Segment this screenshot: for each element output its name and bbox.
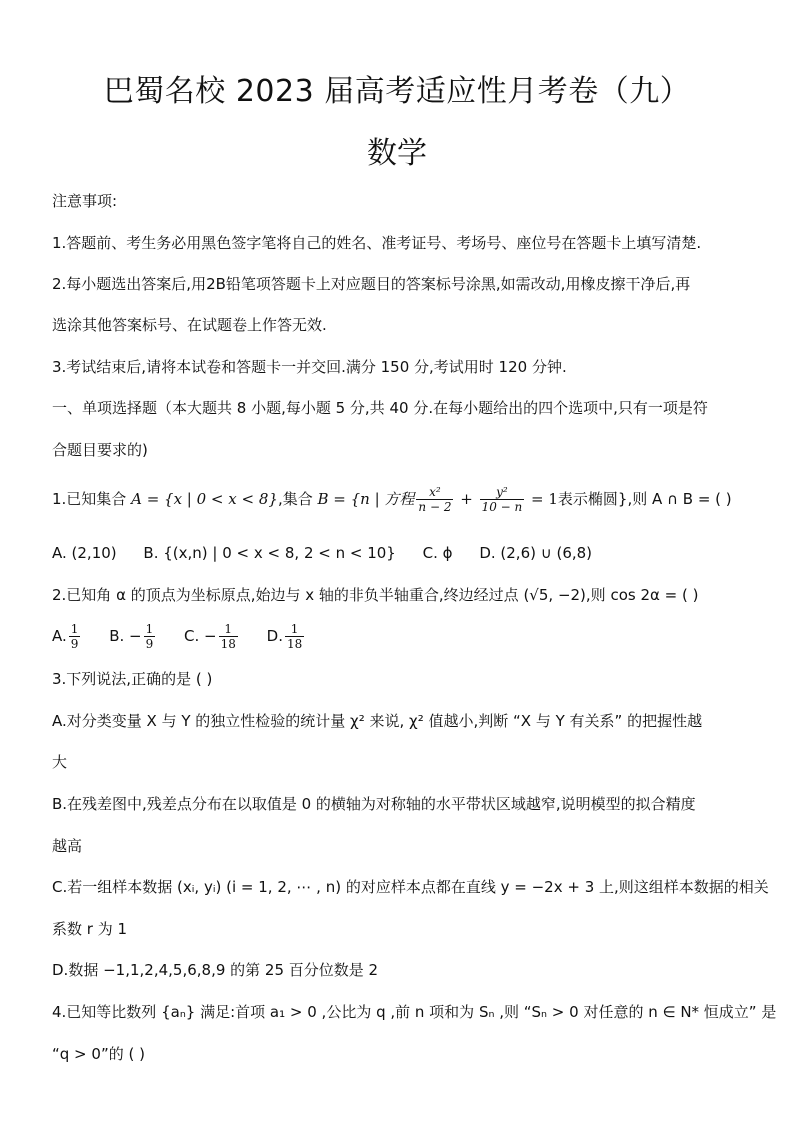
- q2-option-b-denominator: 9: [145, 637, 154, 651]
- q1-prefix: 1.已知集合: [52, 490, 132, 508]
- q1-option-c[interactable]: C. ϕ: [422, 544, 453, 562]
- q2-option-d-label: D.: [266, 627, 283, 645]
- q3-option-a-line-2: 大: [52, 753, 68, 771]
- q2-option-d-denominator: 18: [286, 637, 303, 651]
- q2-option-a-label: A.: [52, 627, 67, 645]
- question-2-options: [52, 620, 754, 652]
- exam-subject: 数学: [367, 136, 427, 171]
- q1-set-b-start: B = {n | 方程: [317, 490, 415, 508]
- q2-option-b-fraction: [144, 622, 156, 651]
- question-2-stem: 2.已知角 α 的顶点为坐标原点,始边与 x 轴的非负半轴重合,终边经过点 (√5, −2),则 cos 2α = ( ): [52, 586, 699, 604]
- q1-set-b-end: 表示椭圆},则 A ∩ B = ( ): [557, 490, 732, 508]
- q2-option-d-numerator: 1: [285, 622, 304, 637]
- question-1-options: [52, 543, 754, 563]
- section-1-heading-line-1: 一、单项选择题（本大题共 8 小题,每小题 5 分,共 40 分.在每小题给出的四个选项中,只有一项是符: [52, 399, 708, 417]
- notice-item-1: 1.答题前、考生务必用黑色签字笔将自己的姓名、准考证号、考场号、座位号在答题卡上填写清楚.: [52, 234, 702, 252]
- q2-option-c-label: C. −: [184, 627, 217, 645]
- question-4-line-2: “q > 0”的 ( ): [52, 1045, 145, 1063]
- question-4-line-1: 4.已知等比数列 {aₙ} 满足:首项 a₁ > 0 ,公比为 q ,前 n 项和为 Sₙ ,则 “Sₙ > 0 对任意的 n ∈ N* 恒成立” 是: [52, 1003, 777, 1021]
- q2-option-c[interactable]: [184, 620, 240, 652]
- question-1-stem: [52, 483, 754, 515]
- q1-frac2-numerator: y²: [480, 485, 525, 500]
- q3-option-d: D.数据 −1,1,2,4,5,6,8,9 的第 25 百分位数是 2: [52, 961, 379, 979]
- q2-option-a-denominator: 9: [70, 637, 79, 651]
- q1-option-b[interactable]: B. {(x,n) | 0 < x < 8, 2 < n < 10}: [143, 544, 396, 562]
- q3-option-c-line-1: C.若一组样本数据 (xᵢ, yᵢ) (i = 1, 2, ⋯ , n) 的对应样本点都在直线 y = −2x + 3 上,则这组样本数据的相关: [52, 878, 769, 896]
- q2-option-d-fraction: [285, 622, 304, 651]
- q2-option-d[interactable]: [267, 620, 307, 652]
- q2-option-c-numerator: 1: [219, 622, 238, 637]
- q1-fraction-2: [480, 485, 525, 514]
- q1-mid: ,集合: [277, 490, 318, 508]
- section-1-heading-line-2: 合题目要求的): [52, 441, 148, 459]
- q2-option-b[interactable]: [109, 620, 157, 652]
- notice-item-2-line-1: 2.每小题选出答案后,用2B铅笔项答题卡上对应题目的答案标号涂黑,如需改动,用橡皮擦干净后,再: [52, 275, 691, 293]
- exam-title: 巴蜀名校 2023 届高考适应性月考卷（九）: [103, 74, 691, 109]
- q2-option-b-numerator: 1: [145, 622, 154, 636]
- q3-option-a-line-1: A.对分类变量 X 与 Y 的独立性检验的统计量 χ² 来说, χ² 值越小,判断 “X 与 Y 有关系” 的把握性越: [52, 712, 703, 730]
- q1-frac2-denominator: 10 − n: [481, 500, 523, 514]
- q1-set-a: A = {x | 0 < x < 8}: [131, 490, 278, 508]
- q2-option-c-fraction: [219, 622, 238, 651]
- q1-option-a[interactable]: A. (2,10): [52, 544, 117, 562]
- q2-option-a[interactable]: [52, 620, 82, 652]
- q1-frac1-numerator: x²: [416, 485, 453, 500]
- notice-item-3: 3.考试结束后,请将本试卷和答题卡一并交回.满分 150 分,考试用时 120 分钟.: [52, 358, 567, 376]
- q3-option-c-line-2: 系数 r 为 1: [52, 920, 128, 938]
- q2-option-c-denominator: 18: [220, 637, 236, 651]
- question-3-stem: 3.下列说法,正确的是 ( ): [52, 670, 213, 688]
- notice-item-2-line-2: 选涂其他答案标号、在试题卷上作答无效.: [52, 316, 327, 334]
- q2-option-a-fraction: [69, 622, 81, 651]
- q1-frac1-denominator: n − 2: [418, 500, 452, 514]
- q2-option-b-label: B. −: [109, 627, 142, 645]
- q1-equals: = 1: [526, 490, 558, 508]
- q3-option-b-line-2: 越高: [52, 837, 83, 855]
- notice-heading: 注意事项:: [52, 192, 118, 210]
- q1-plus: +: [455, 490, 478, 508]
- q3-option-b-line-1: B.在残差图中,残差点分布在以取值是 0 的横轴为对称轴的水平带状区域越窄,说明模型的拟合精度: [52, 795, 696, 813]
- q1-fraction-1: [416, 485, 453, 514]
- q1-option-d[interactable]: D. (2,6) ∪ (6,8): [479, 544, 593, 562]
- q2-option-a-numerator: 1: [70, 622, 79, 636]
